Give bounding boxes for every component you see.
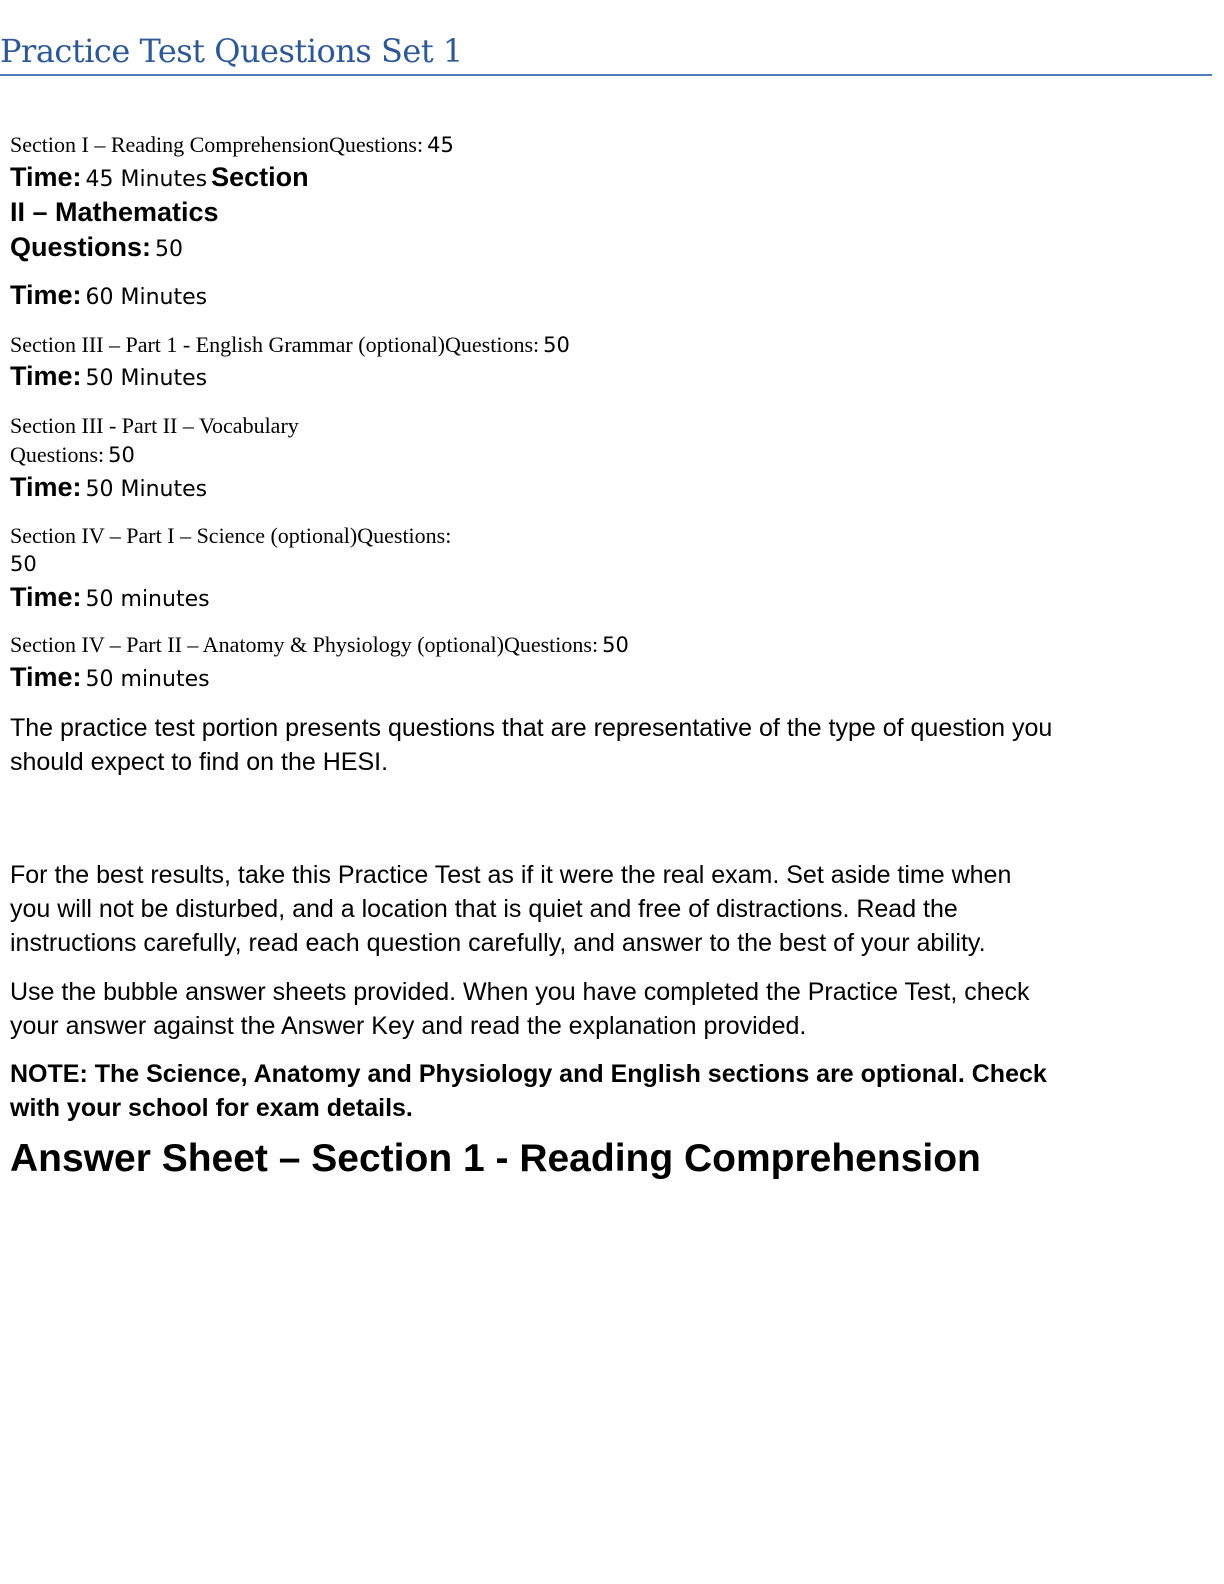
title-underline — [0, 74, 1212, 76]
section-3a-time: 50 Minutes — [85, 366, 208, 391]
section-3b-questions-label: Questions: — [10, 442, 105, 467]
section-3b-questions-count: 50 — [108, 443, 135, 467]
section-4b-name: Section IV – Part II – Anatomy & Physiology (optional) — [10, 632, 504, 657]
answer-sheet-heading: Answer Sheet – Section 1 - Reading Comprehension — [10, 1137, 981, 1180]
section-4b-time-line — [10, 662, 210, 693]
note-line-1: NOTE: The Science, Anatomy and Physiology and English sections are optional. Check — [10, 1060, 1047, 1088]
section-4a-time: 50 minutes — [85, 587, 210, 612]
instructions-paragraph-line-3: instructions carefully, read each question carefully, and answer to the best of your ability. — [10, 929, 986, 957]
section-3b-time-line — [10, 472, 207, 503]
section-3b-name: Section III - Part II – Vocabulary — [10, 413, 299, 438]
instructions-paragraph-line-1: For the best results, take this Practice Test as if it were the real exam. Set aside time when — [10, 861, 1012, 889]
answer-sheet-paragraph-line-1: Use the bubble answer sheets provided. When you have completed the Practice Test, check — [10, 978, 1030, 1006]
time-label: Time: — [10, 472, 82, 502]
section-1-time: 45 Minutes — [85, 167, 208, 192]
section-4a-questions-count: 50 — [10, 552, 37, 576]
section-1-questions-label: Questions: — [328, 132, 424, 157]
section-1-time-line — [10, 162, 309, 193]
questions-label: Questions: — [10, 232, 152, 262]
section-3a-questions-label: Questions: — [445, 332, 540, 357]
section-3a-time-line — [10, 361, 207, 392]
section-3b-questions-line — [10, 442, 135, 468]
section-2-questions-line — [10, 232, 183, 263]
section-1-name: Section I – Reading Comprehension — [10, 132, 329, 157]
page-title: Practice Test Questions Set 1 — [0, 32, 463, 70]
note-line-2: with your school for exam details. — [10, 1094, 413, 1122]
section-1-line — [10, 132, 454, 158]
section-4b-questions-count: 50 — [602, 633, 629, 657]
time-label: Time: — [10, 162, 82, 192]
time-label: Time: — [10, 361, 82, 391]
instructions-paragraph-line-2: you will not be disturbed, and a location that is quiet and free of distractions. Read the — [10, 895, 958, 923]
section-3a-questions-count: 50 — [543, 333, 570, 357]
answer-sheet-paragraph-line-2: your answer against the Answer Key and read the explanation provided. — [10, 1012, 807, 1040]
intro-paragraph-line-1: The practice test portion presents questions that are representative of the type of question you — [10, 714, 1053, 742]
section-2-time-line — [10, 280, 207, 311]
time-label: Time: — [10, 582, 82, 612]
section-label: Section — [211, 162, 309, 192]
section-4a-time-line — [10, 582, 210, 613]
section-4a-questions-label: Questions: — [357, 523, 452, 548]
section-4a-line — [10, 523, 451, 549]
section-4a-name: Section IV – Part I – Science (optional) — [10, 523, 358, 548]
time-label: Time: — [10, 280, 82, 310]
section-4b-time: 50 minutes — [85, 667, 210, 692]
section-4b-questions-label: Questions: — [503, 632, 599, 657]
section-1-questions-count: 45 — [427, 133, 454, 157]
section-4b-line — [10, 632, 629, 658]
section-2-questions-count: 50 — [155, 237, 184, 262]
section-3a-name: Section III – Part 1 - English Grammar (optional) — [10, 332, 446, 357]
section-3b-time: 50 Minutes — [85, 477, 208, 502]
section-2-time: 60 Minutes — [85, 285, 208, 310]
time-label: Time: — [10, 662, 82, 692]
section-2-name: II – Mathematics — [10, 197, 219, 227]
section-3a-line — [10, 332, 570, 358]
intro-paragraph-line-2: should expect to find on the HESI. — [10, 748, 389, 776]
